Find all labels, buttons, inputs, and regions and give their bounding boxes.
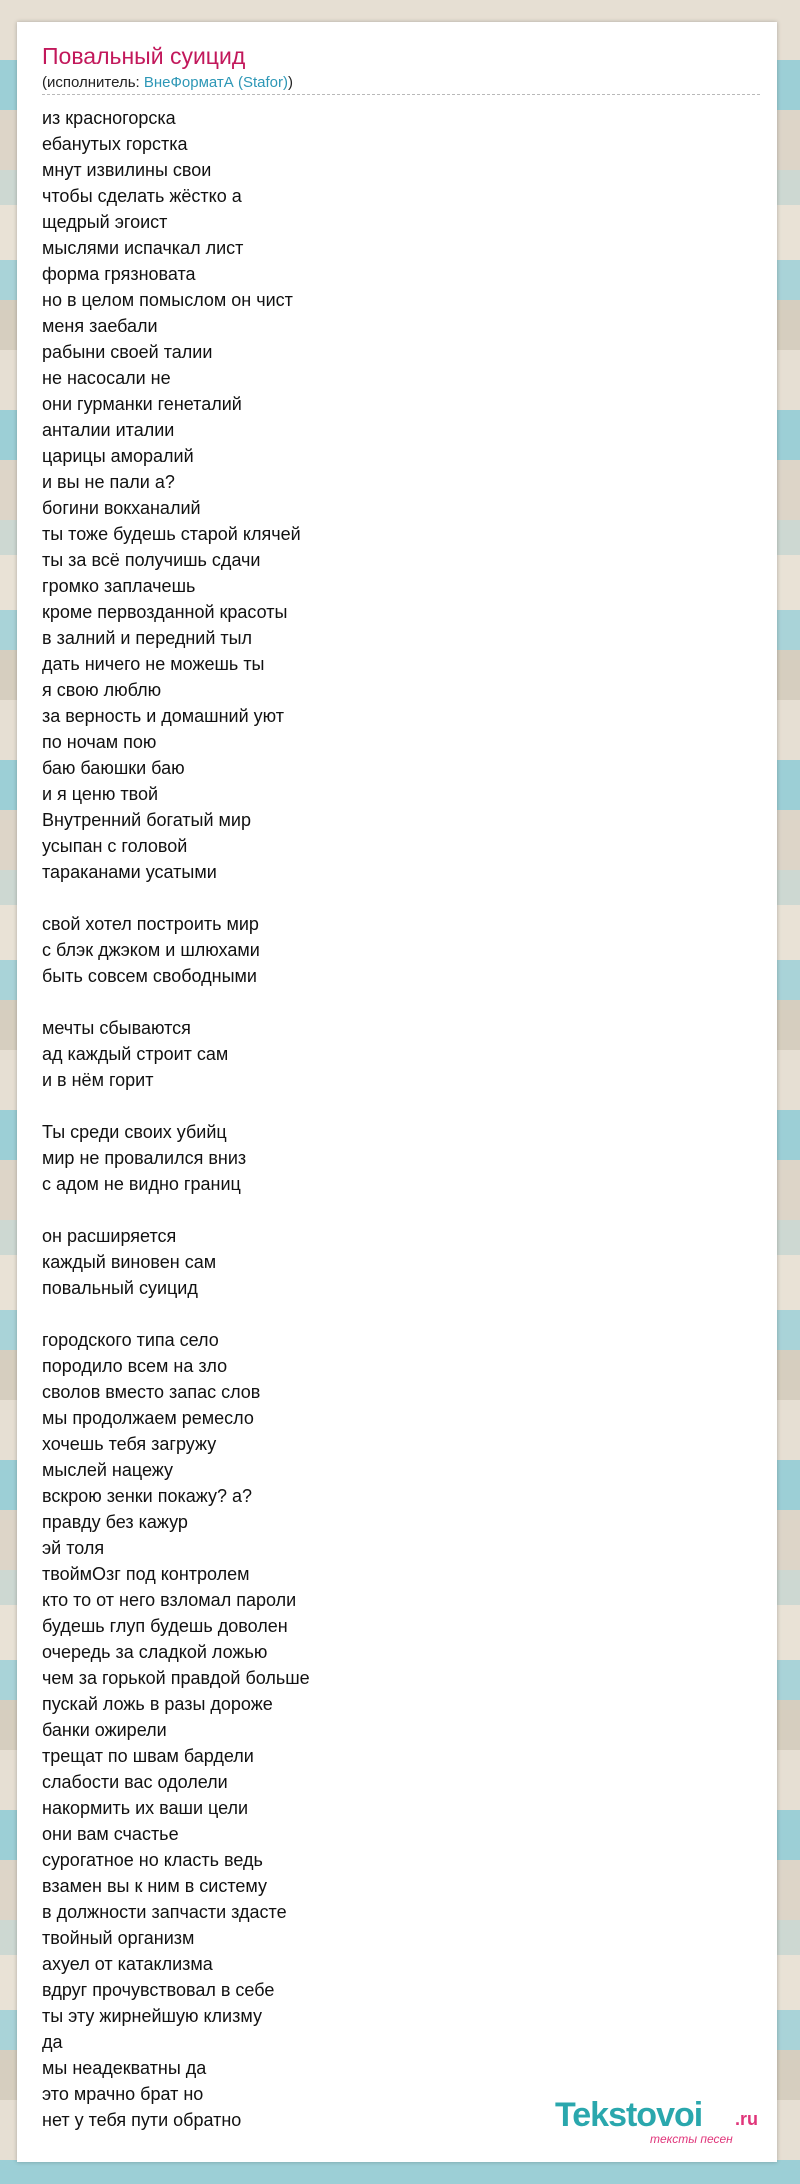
lyrics-card <box>17 22 777 2162</box>
logo-tagline: тексты песен <box>650 2132 733 2146</box>
artist-link[interactable]: ВнеФорматА (Stafor) <box>143 74 288 91</box>
lyric-line: чем за горькой правдой больше <box>42 1668 310 1688</box>
lyric-line: но в целом помыслом он чист <box>42 290 293 310</box>
lyric-line: взамен вы к ним в систему <box>42 1876 267 1896</box>
lyric-line: пускай ложь в разы дороже <box>42 1694 273 1714</box>
lyric-line: Ты среди своих убийц <box>42 1122 227 1142</box>
lyric-line: ты эту жирнейшую клизму <box>42 2006 262 2026</box>
lyric-line: за верность и домашний уют <box>42 706 285 726</box>
lyric-line: эй толя <box>42 1538 105 1558</box>
lyric-line: нет у тебя пути обратно <box>42 2110 242 2130</box>
lyric-line: накормить их ваши цели <box>42 1798 249 1818</box>
lyric-line: щедрый эгоист <box>42 212 168 232</box>
lyric-line: они гурманки генеталий <box>42 394 242 414</box>
lyric-line: усыпан с головой <box>42 836 188 856</box>
lyric-line: вскрою зенки покажу? а? <box>42 1486 253 1506</box>
lyric-line <box>42 1197 742 1223</box>
lyric-line: свой хотел построить мир <box>42 914 259 934</box>
lyric-line: трещат по швам бардели <box>42 1746 254 1766</box>
lyric-line: и вы не пали а? <box>42 472 175 492</box>
artist-prefix: (исполнитель: <box>42 74 144 91</box>
lyric-line: мечты сбываются <box>42 1018 191 1038</box>
lyric-line: он расширяется <box>42 1226 177 1246</box>
lyric-line: банки ожирели <box>42 1720 167 1740</box>
lyric-line: городского типа село <box>42 1330 219 1350</box>
lyric-line: сурогатное но класть ведь <box>42 1850 263 1870</box>
lyric-line: правду без кажур <box>42 1512 188 1532</box>
lyric-line: хочешь тебя загружу <box>42 1434 217 1454</box>
lyric-line: я свою люблю <box>42 680 162 700</box>
lyric-line: чтобы сделать жёстко а <box>42 186 242 206</box>
lyric-line <box>42 1093 742 1119</box>
lyric-line: богини вокханалий <box>42 498 201 518</box>
lyric-line: в должности запчасти здасте <box>42 1902 287 1922</box>
lyric-line: мы продолжаем ремесло <box>42 1408 254 1428</box>
lyric-line: из красногорска <box>42 108 176 128</box>
lyric-line: не насосали не <box>42 368 171 388</box>
lyric-line: сволов вместо запас слов <box>42 1382 261 1402</box>
site-logo[interactable] <box>555 2096 765 2146</box>
lyric-line: повальный суицид <box>42 1278 198 1298</box>
lyric-line: меня заебали <box>42 316 158 336</box>
lyric-line: вдруг прочувствовал в себе <box>42 1980 275 2000</box>
lyric-line: очередь за сладкой ложью <box>42 1642 268 1662</box>
lyric-line: ахуел от катаклизма <box>42 1954 213 1974</box>
lyric-line: Внутренний богатый мир <box>42 810 251 830</box>
lyric-line: кроме первозданной красоты <box>42 602 288 622</box>
divider <box>42 94 760 95</box>
lyric-line <box>42 885 742 911</box>
lyric-line: твоймОзг под контролем <box>42 1564 250 1584</box>
lyric-line: тараканами усатыми <box>42 862 217 882</box>
lyric-line: с блэк джэком и шлюхами <box>42 940 260 960</box>
lyric-line: дать ничего не можешь ты <box>42 654 265 674</box>
lyric-line: и в нём горит <box>42 1070 154 1090</box>
lyric-line: и я ценю твой <box>42 784 159 804</box>
lyric-line: мир не провалился вниз <box>42 1148 247 1168</box>
lyrics-text <box>42 105 742 2133</box>
artist-suffix: ) <box>287 74 293 91</box>
lyric-line <box>42 1301 742 1327</box>
lyric-line: кто то от него взломал пароли <box>42 1590 297 1610</box>
logo-tld: .ru <box>735 2109 759 2129</box>
lyric-line: твойный организм <box>42 1928 195 1948</box>
lyric-line: ад каждый строит сам <box>42 1044 229 1064</box>
lyric-line: анталии италии <box>42 420 175 440</box>
lyric-line: каждый виновен сам <box>42 1252 217 1272</box>
lyric-line: громко заплачешь <box>42 576 196 596</box>
song-title: Повальный суицид <box>42 43 246 69</box>
lyric-line: они вам счастье <box>42 1824 179 1844</box>
lyric-line: слабости вас одолели <box>42 1772 228 1792</box>
lyric-line: форма грязновата <box>42 264 196 284</box>
lyric-line: мыслями испачкал лист <box>42 238 244 258</box>
lyric-line <box>42 989 742 1015</box>
lyric-line: да <box>42 2032 63 2052</box>
lyric-line: быть совсем свободными <box>42 966 257 986</box>
lyric-line: царицы аморалий <box>42 446 194 466</box>
lyric-line: с адом не видно границ <box>42 1174 241 1194</box>
lyric-line: мнут извилины свои <box>42 160 212 180</box>
lyric-line: по ночам пою <box>42 732 157 752</box>
logo-name: Tekstovoi <box>555 2096 703 2134</box>
lyric-line: ты тоже будешь старой клячей <box>42 524 301 544</box>
lyric-line: мыслей нацежу <box>42 1460 173 1480</box>
lyric-line: ты за всё получишь сдачи <box>42 550 261 570</box>
lyric-line: ебанутых горстка <box>42 134 188 154</box>
lyric-line: породило всем на зло <box>42 1356 228 1376</box>
lyric-line: рабыни своей талии <box>42 342 213 362</box>
artist-line <box>42 73 293 93</box>
lyric-line: в залний и передний тыл <box>42 628 253 648</box>
lyric-line: баю баюшки баю <box>42 758 185 778</box>
lyric-line: мы неадекватны да <box>42 2058 207 2078</box>
lyric-line: это мрачно брат но <box>42 2084 204 2104</box>
lyric-line: будешь глуп будешь доволен <box>42 1616 288 1636</box>
